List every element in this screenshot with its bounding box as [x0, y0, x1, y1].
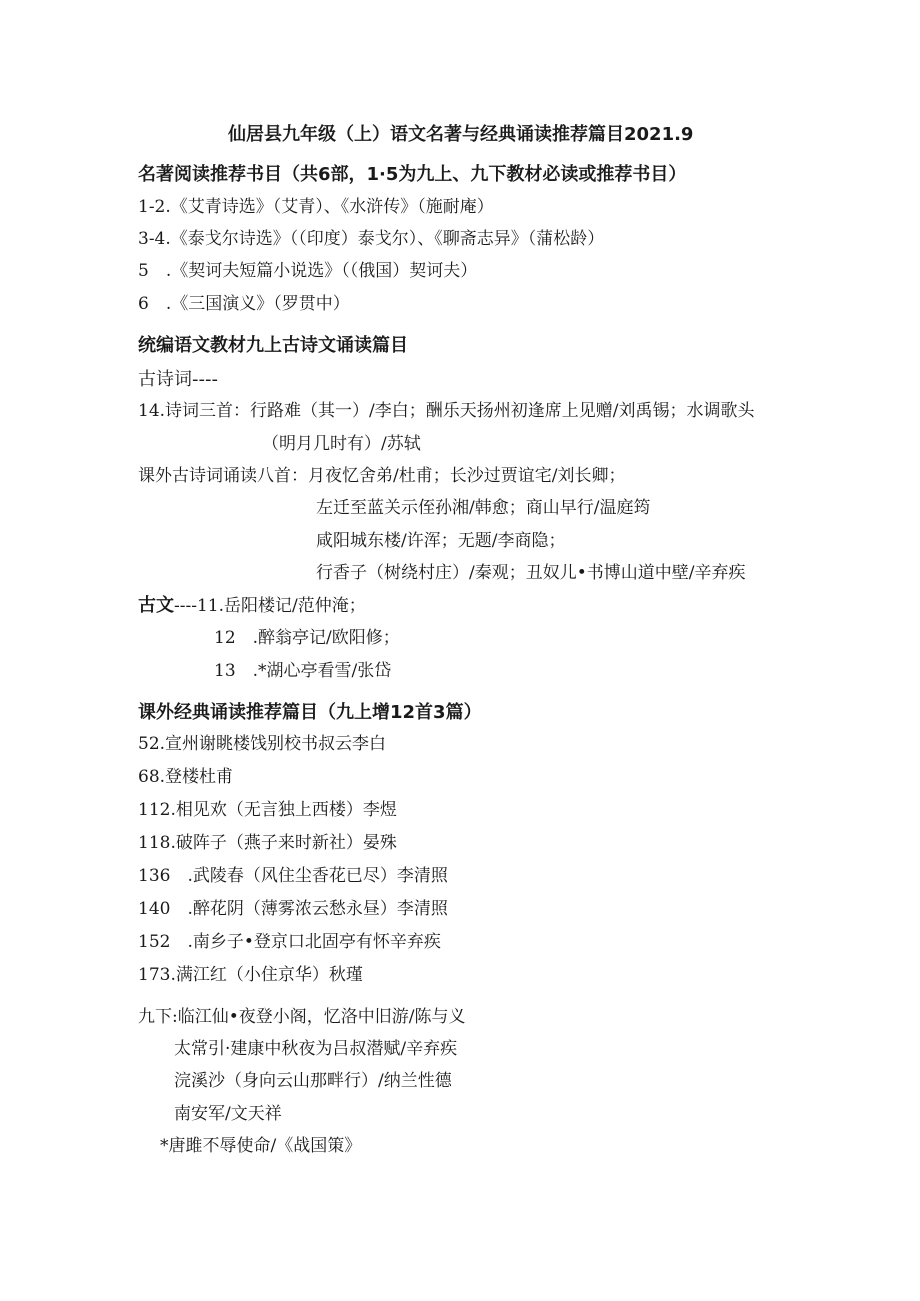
list-item: 咸阳城东楼/许浑；无题/李商隐； [316, 531, 566, 551]
section-heading-textbook: 统编语文教材九上古诗文诵读篇目 [138, 335, 408, 356]
list-item: 太常引·建康中秋夜为吕叔潜赋/辛弃疾 [174, 1039, 458, 1059]
list-item: *唐雎不辱使命/《战国策》 [160, 1136, 362, 1156]
section-heading-extracurricular: 课外经典诵读推荐篇目（九上增12首3篇） [138, 702, 482, 723]
list-item: 112.相见欢（无言独上西楼）李煜 [138, 800, 397, 820]
list-item: 68.登楼杜甫 [138, 767, 234, 787]
list-item: 南安军/文天祥 [174, 1104, 282, 1124]
list-item: 118.破阵子（燕子来时新社）晏殊 [138, 833, 397, 853]
page-title: 仙居县九年级（上）语文名著与经典诵读推荐篇目2021.9 [228, 124, 694, 145]
list-item: 173.满江红（小住京华）秋瑾 [138, 965, 363, 985]
list-item: 左迁至蓝关示侄孙湘/韩愈；商山早行/温庭筠 [316, 498, 651, 518]
list-item: 行香子（树绕村庄）/秦观；丑奴儿•书博山道中壁/辛弃疾 [316, 563, 746, 583]
list-item: 136 .武陵春（风住尘香花已尽）李清照 [138, 866, 448, 886]
list-item: 6 .《三国演义》（罗贯中） [138, 294, 350, 314]
list-item: 九下:临江仙•夜登小阁，忆洛中旧游/陈与义 [138, 1007, 466, 1027]
list-item: 1-2.《艾青诗选》（艾青）、《水浒传》（施耐庵） [138, 197, 494, 217]
list-item: 13 .*湖心亭看雪/张岱 [214, 661, 392, 681]
section-heading-classics: 名著阅读推荐书目（共6部，1·5为九上、九下教材必读或推荐书目） [138, 164, 687, 185]
list-item: 浣溪沙（身向云山那畔行）/纳兰性德 [174, 1071, 452, 1091]
list-item: 3-4.《泰戈尔诗选》（（印度）泰戈尔）、《聊斋志异》（蒲松龄） [138, 229, 605, 249]
prose-line-first [138, 597, 366, 615]
list-item: 152 .南乡子•登京口北固亭有怀辛弃疾 [138, 932, 441, 952]
list-item: 12 .醉翁亭记/欧阳修； [214, 628, 400, 648]
list-item: ----11.岳阳楼记/范仲淹； [174, 596, 366, 616]
prose-label: 古文 [138, 595, 174, 616]
list-item: 140 .醉花阴（薄雾浓云愁永昼）李清照 [138, 899, 448, 919]
poems-label: 古诗词---- [138, 369, 218, 390]
list-item: 5 .《契诃夫短篇小说选》（（俄国）契诃夫） [138, 261, 478, 281]
list-item: 52.宣州谢眺楼饯别校书叔云李白 [138, 734, 387, 754]
list-item: （明月几时有）/苏轼 [262, 434, 421, 454]
list-item: 课外古诗词诵读八首：月夜忆舍弟/杜甫；长沙过贾谊宅/刘长卿； [138, 466, 626, 486]
list-item: 14.诗词三首：行路难（其一）/李白；酬乐天扬州初逢席上见赠/刘禹锡；水调歌头 [138, 401, 755, 421]
